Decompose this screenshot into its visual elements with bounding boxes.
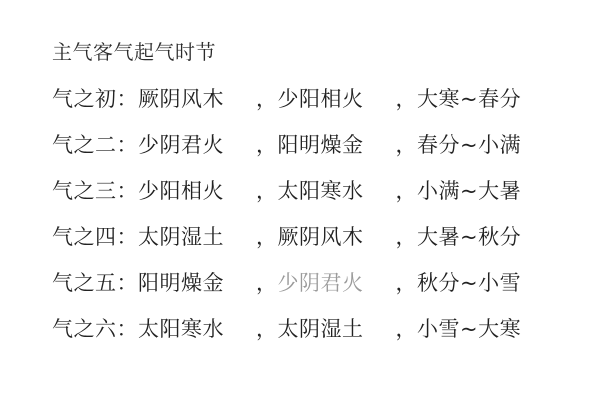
row-separator-2: ，	[395, 179, 417, 203]
table-row	[52, 168, 586, 214]
row-label: 气之二：	[52, 133, 138, 157]
table-row	[52, 76, 586, 122]
row-primary-qi: 太阳寒水	[138, 317, 224, 341]
row-period: 大寒~春分	[417, 87, 522, 111]
row-secondary-qi: 太阴湿土	[277, 317, 364, 341]
table-row	[52, 306, 586, 352]
table-row	[52, 214, 586, 260]
row-period: 小满~大暑	[417, 179, 522, 203]
row-secondary-qi: 少阴君火	[277, 271, 364, 295]
row-primary-qi: 少阴君火	[138, 133, 224, 157]
row-separator-1: ，	[256, 133, 278, 157]
row-secondary-qi: 太阳寒水	[277, 179, 364, 203]
document-heading: 主气客气起气时节	[52, 40, 216, 64]
row-label: 气之六：	[52, 317, 138, 341]
row-separator-2: ，	[395, 87, 417, 111]
row-primary-qi: 太阴湿土	[138, 225, 224, 249]
row-primary-qi: 少阳相火	[138, 179, 224, 203]
row-label: 气之五：	[52, 271, 138, 295]
row-separator-2: ，	[395, 225, 417, 249]
row-period: 小雪~大寒	[417, 317, 522, 341]
row-primary-qi: 厥阴风木	[138, 87, 224, 111]
row-separator-1: ，	[256, 225, 278, 249]
row-separator-2: ，	[395, 317, 417, 341]
row-period: 大暑~秋分	[417, 225, 522, 249]
row-label: 气之初：	[52, 87, 138, 111]
row-separator-1: ，	[256, 317, 278, 341]
row-separator-1: ，	[256, 179, 278, 203]
row-separator-1: ，	[256, 87, 278, 111]
row-period: 春分~小满	[417, 133, 522, 157]
row-secondary-qi: 阳明燥金	[277, 133, 364, 157]
row-label: 气之三：	[52, 179, 138, 203]
row-separator-2: ，	[395, 133, 417, 157]
row-separator-1: ，	[256, 271, 278, 295]
row-label: 气之四：	[52, 225, 138, 249]
table-row	[52, 260, 586, 306]
row-secondary-qi: 少阳相火	[277, 87, 364, 111]
table-row	[52, 122, 586, 168]
row-secondary-qi: 厥阴风木	[277, 225, 364, 249]
row-period: 秋分~小雪	[417, 271, 522, 295]
row-primary-qi: 阳明燥金	[138, 271, 224, 295]
document-content	[52, 38, 586, 352]
row-separator-2: ，	[395, 271, 417, 295]
